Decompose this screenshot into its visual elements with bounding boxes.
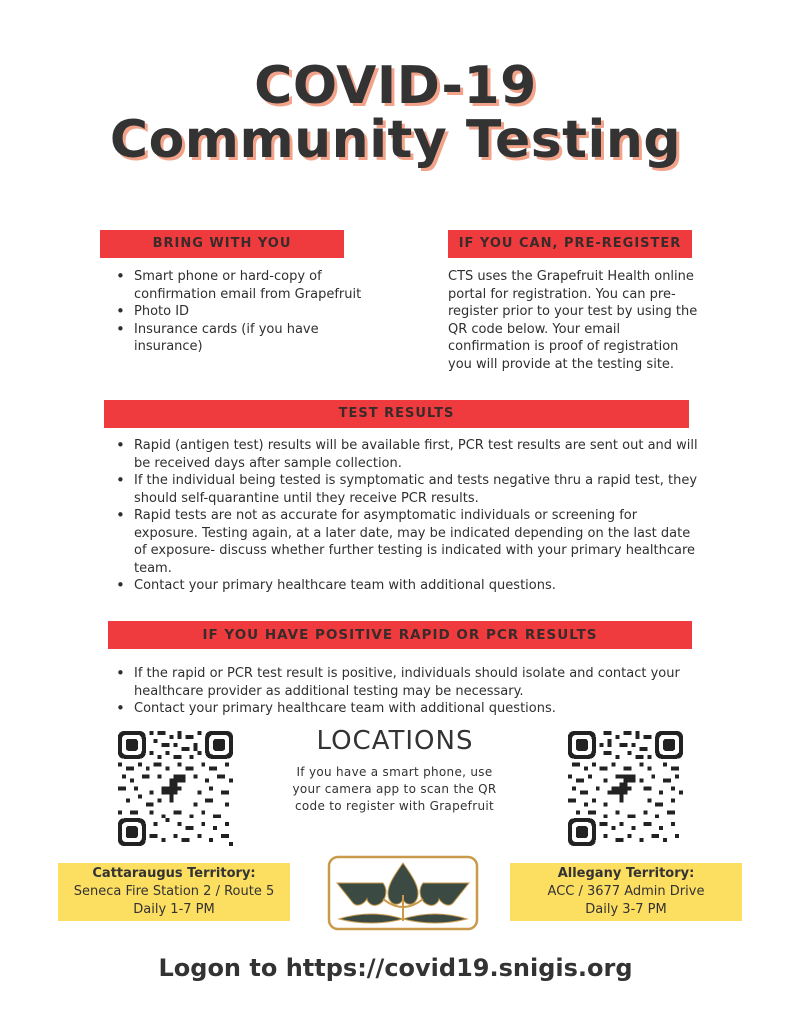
page-title-line2: Community Testing bbox=[109, 110, 682, 170]
pre-register-heading: IF YOU CAN, PRE-REGISTER bbox=[448, 230, 692, 258]
list-item: • Contact your primary healthcare team with additional questions. bbox=[134, 577, 704, 595]
locations-description: If you have a smart phone, use your camera app to scan the QR code to register with Grapefruit bbox=[292, 765, 497, 813]
allegany-name: Allegany Territory: bbox=[557, 866, 695, 881]
list-item: • Contact your primary healthcare team with additional questions. bbox=[134, 700, 714, 718]
page-title-line1: COVID-19 bbox=[254, 56, 537, 116]
test-results-heading: TEST RESULTS bbox=[104, 400, 689, 428]
list-item: • Insurance cards (if you have insurance) bbox=[134, 321, 384, 356]
bring-with-you-heading: BRING WITH YOU bbox=[100, 230, 344, 258]
list-item: • Photo ID bbox=[134, 303, 384, 321]
bring-with-you-list bbox=[102, 268, 384, 356]
cattaraugus-address: Seneca Fire Station 2 / Route 5 bbox=[73, 884, 275, 899]
list-item: • Rapid (antigen test) results will be available first, PCR test results are sent out and will be received days after sample collection. bbox=[134, 437, 704, 472]
test-results-list bbox=[102, 437, 704, 595]
list-item: • Rapid tests are not as accurate for asymptomatic individuals or screening for exposure. Testing again, at a later date, may be indicated depending on the last date of exposure- discuss whether further testing is indicated with your primary healthcare team. bbox=[134, 507, 704, 577]
footer-logon-link[interactable]: Logon to https://covid19.snigis.org bbox=[158, 954, 633, 982]
cattaraugus-name: Cattaraugus Territory: bbox=[92, 866, 256, 881]
allegany-location-box bbox=[510, 863, 742, 921]
list-item: • Smart phone or hard-copy of confirmation email from Grapefruit bbox=[134, 268, 384, 303]
list-item: • If the rapid or PCR test result is positive, individuals should isolate and contact your healthcare provider as additional testing may be necessary. bbox=[134, 665, 714, 700]
qr-code-icon-right[interactable] bbox=[568, 731, 683, 846]
list-item: • If the individual being tested is symptomatic and tests negative thru a rapid test, they should self-quarantine until they receive PCR results. bbox=[134, 472, 704, 507]
allegany-hours: Daily 3-7 PM bbox=[585, 902, 667, 917]
positive-results-list bbox=[102, 665, 714, 718]
allegany-address: ACC / 3677 Admin Drive bbox=[547, 884, 705, 899]
qr-code-icon-left[interactable] bbox=[118, 731, 233, 846]
cattaraugus-location-box bbox=[58, 863, 290, 921]
cattaraugus-hours: Daily 1-7 PM bbox=[133, 902, 215, 917]
positive-results-heading: IF YOU HAVE POSITIVE RAPID OR PCR RESULTS bbox=[108, 621, 692, 649]
seneca-nation-logo bbox=[327, 855, 479, 931]
locations-heading: LOCATIONS bbox=[316, 726, 474, 756]
pre-register-body: CTS uses the Grapefruit Health online portal for registration. You can pre-register prior to your test by using the QR code below. Your email confirmation is proof of registration you will provide at the testing site. bbox=[448, 269, 698, 372]
